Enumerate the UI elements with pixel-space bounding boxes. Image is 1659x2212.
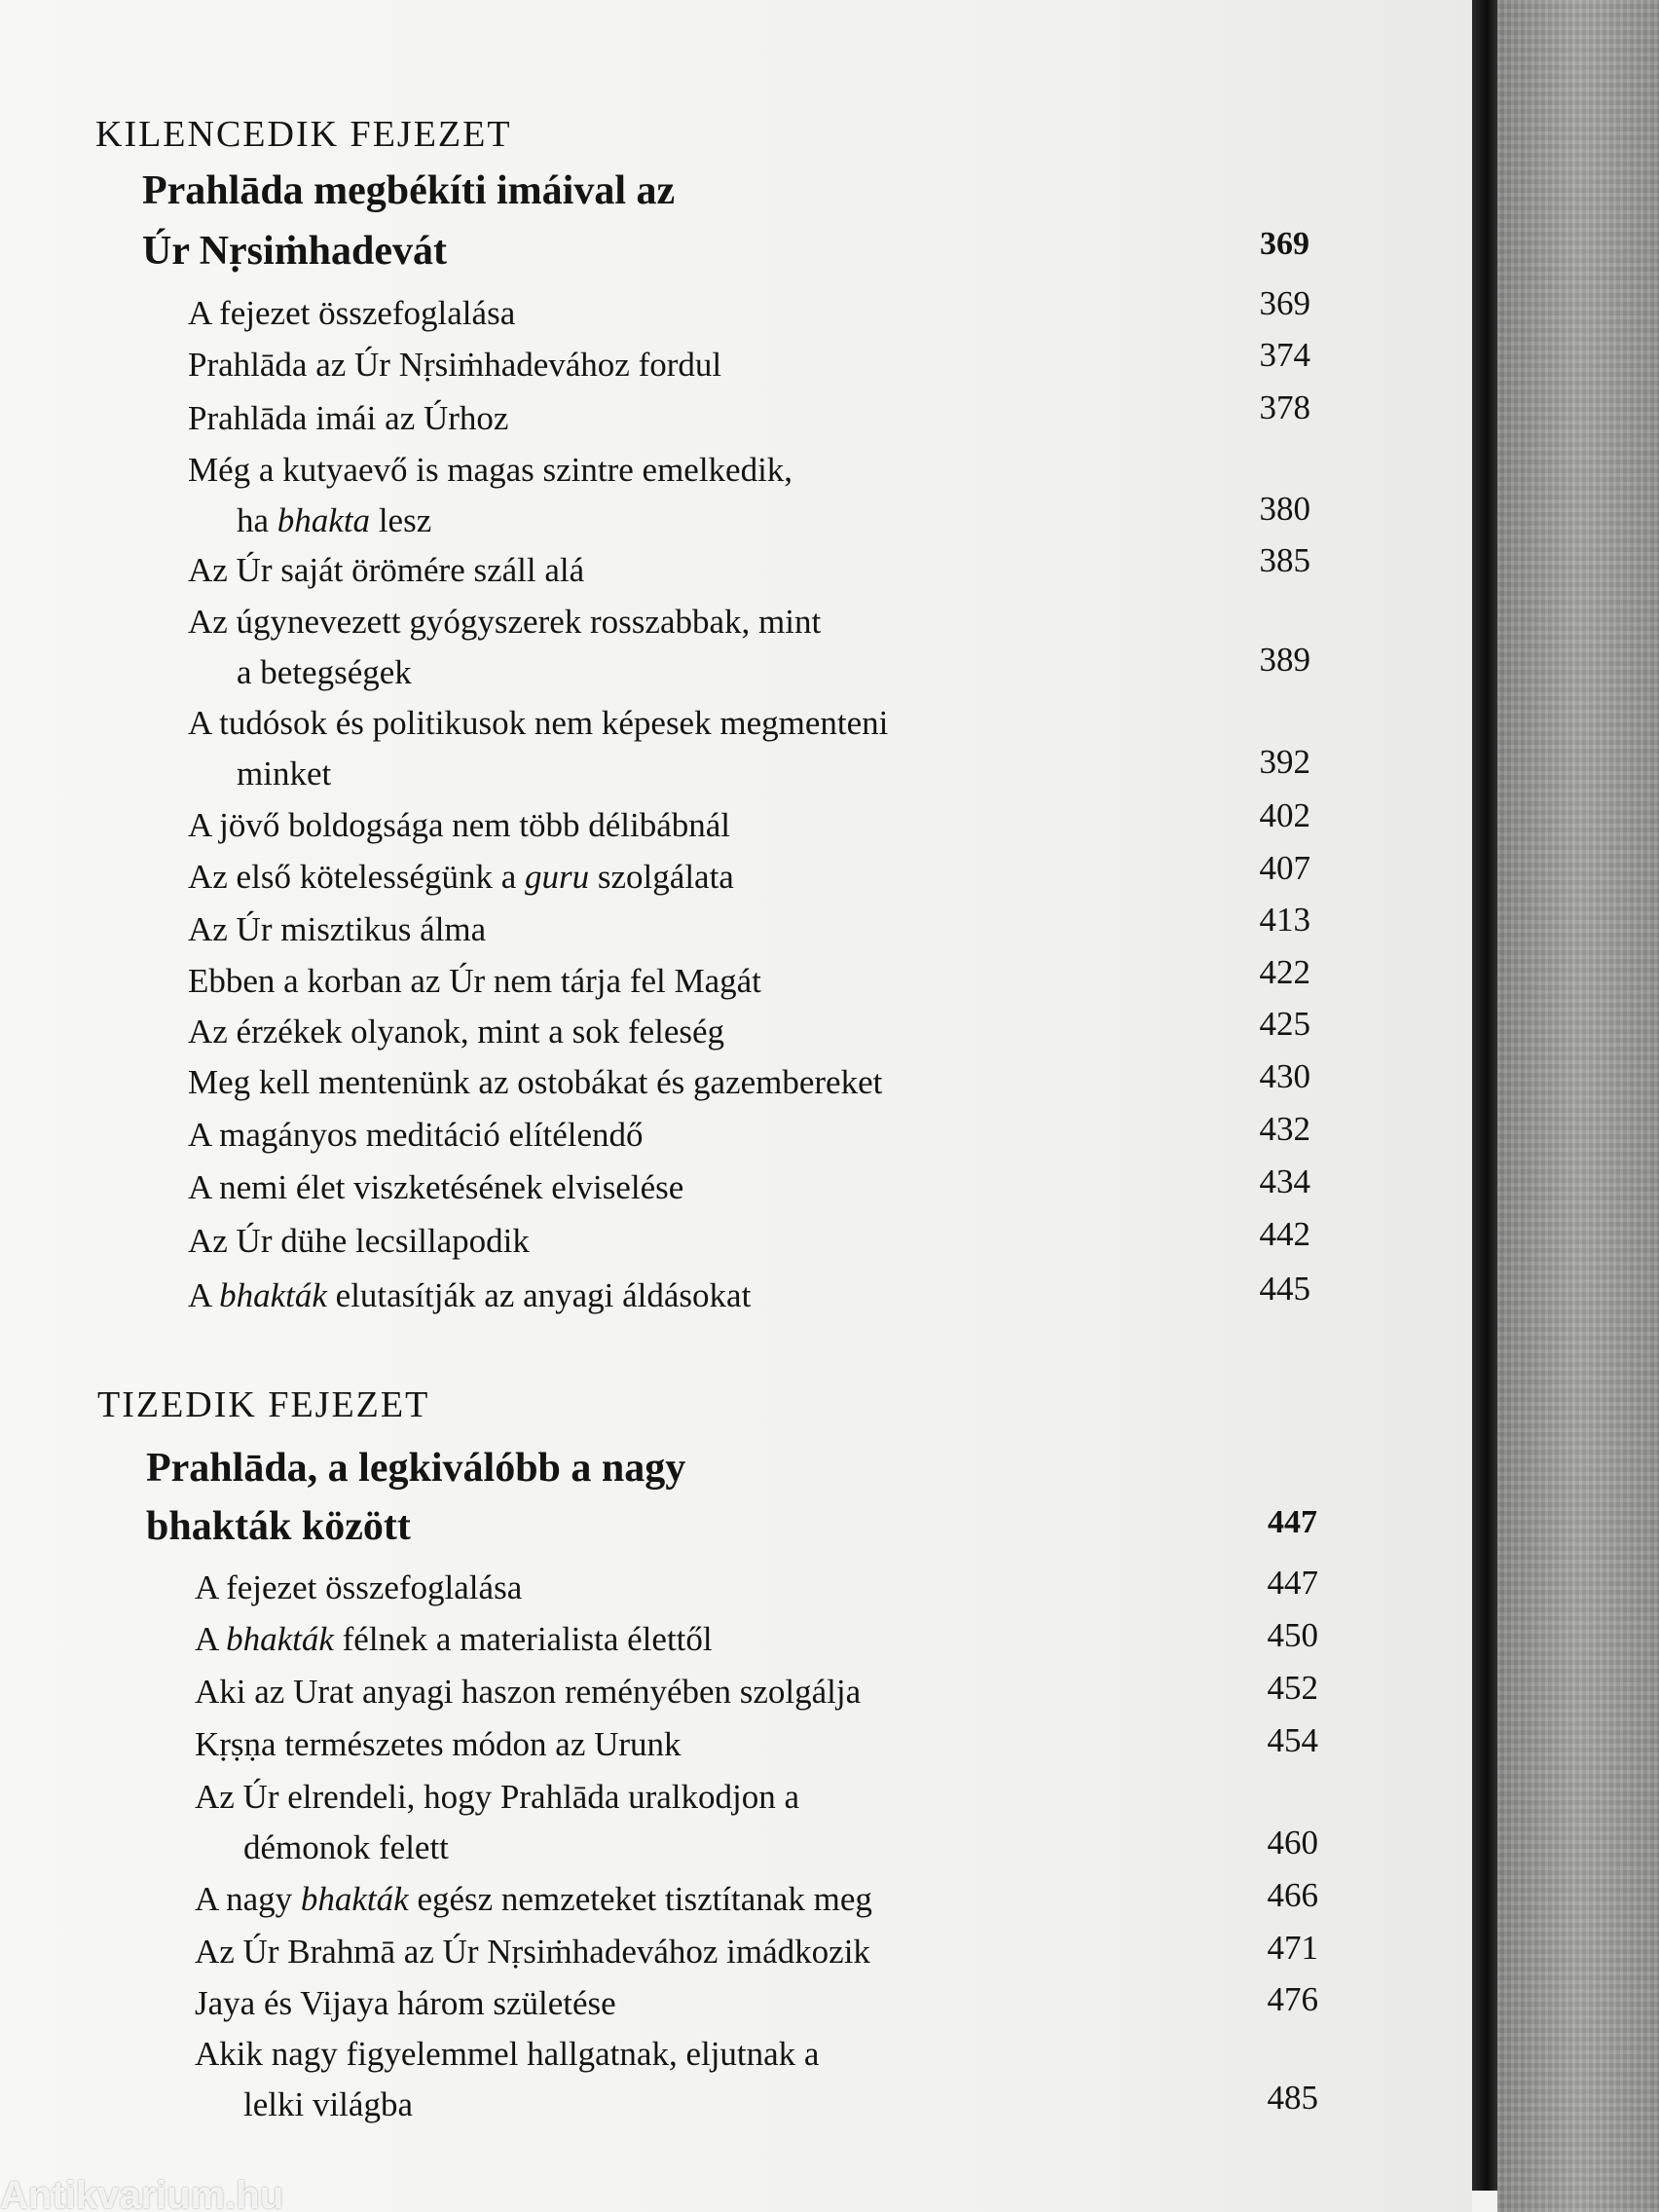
toc-entry-title: A bhakták elutasítják az anyagi áldásokat [188, 1276, 752, 1314]
toc-entry-page: 442 [1259, 1215, 1310, 1253]
toc-entry-line2: a betegségek [237, 653, 412, 691]
toc-entry-page: 402 [1259, 796, 1310, 834]
toc-entry-title: Jaya és Vijaya három születése [195, 1984, 616, 2022]
toc-entry-title: Az Úr dühe lecsillapodik [188, 1222, 530, 1260]
toc-entry-page: 389 [1259, 641, 1310, 679]
toc-entry-title: Meg kell mentenünk az ostobákat és gazembereket [188, 1063, 883, 1101]
toc-entry-line2: démonok felett [243, 1828, 449, 1866]
toc-entry-page: 466 [1267, 1876, 1318, 1914]
toc-entry-title: Kṛṣṇa természetes módon az Urunk [195, 1725, 682, 1763]
toc-entry-page: 447 [1267, 1564, 1318, 1602]
toc-entry-line1: Az úgynevezett gyógyszerek rosszabbak, mint [188, 603, 822, 641]
toc-entry-line2: minket [237, 755, 332, 793]
toc-entry-title: Az érzékek olyanok, mint a sok feleség [188, 1013, 725, 1051]
toc-entry-page: 413 [1259, 901, 1310, 939]
toc-entry-page: 460 [1267, 1824, 1318, 1862]
chapter-title-line2: Úr Nṛsiṁhadevát [142, 229, 448, 274]
toc-entry-page: 392 [1259, 743, 1310, 781]
toc-entry-title [195, 1772, 799, 1873]
book-cover-spine [1497, 0, 1659, 2212]
toc-entry-title: A fejezet összefoglalása [195, 1568, 523, 1606]
toc-entry-title: A nemi élet viszketésének elviselése [188, 1168, 684, 1206]
toc-entry-page: 374 [1259, 336, 1310, 374]
toc-entry-page: 471 [1267, 1929, 1318, 1967]
toc-entry-line1: A tudósok és politikusok nem képesek megmenteni [188, 704, 889, 742]
toc-entry-page: 369 [1259, 284, 1310, 322]
toc-entry-title [188, 445, 793, 546]
chapter-title-line2: bhakták között [146, 1504, 411, 1549]
chapter-title-line1: Prahlāda, a legkiválóbb a nagy [146, 1446, 686, 1491]
toc-entry-line1: Még a kutyaevő is magas szintre emelkedik, [188, 451, 793, 489]
toc-entry-title: A bhakták félnek a materialista élettől [195, 1620, 713, 1658]
toc-entry-title: Az első kötelességünk a guru szolgálata [188, 858, 734, 896]
toc-entry-page: 445 [1259, 1270, 1310, 1308]
toc-entry-page: 434 [1259, 1162, 1310, 1200]
toc-entry-title [195, 2029, 819, 2130]
toc-entry-page: 380 [1259, 490, 1310, 528]
toc-entry-page: 432 [1259, 1110, 1310, 1148]
toc-entry-title: Az Úr saját örömére száll alá [188, 551, 585, 589]
toc-entry-line2: ha bhakta lesz [237, 501, 432, 539]
toc-entry-title: A nagy bhakták egész nemzeteket tisztítanak meg [195, 1880, 872, 1918]
chapter-title-page-number: 447 [1268, 1504, 1317, 1540]
toc-entry-page: 425 [1259, 1005, 1310, 1043]
toc-entry-title: A fejezet összefoglalása [188, 294, 516, 332]
toc-entry-title: A jövő boldogsága nem több délibábnál [188, 806, 730, 844]
toc-entry-title: Ebben a korban az Úr nem tárja fel Magát [188, 962, 761, 1000]
toc-entry-page: 385 [1259, 541, 1310, 579]
toc-entry-line1: Akik nagy figyelemmel hallgatnak, eljutnak a [195, 2035, 820, 2073]
toc-entry-page: 422 [1259, 953, 1310, 991]
toc-entry-title [188, 597, 821, 698]
toc-entry-title [188, 698, 888, 799]
watermark-text: Antikvarium.hu [0, 2179, 284, 2212]
toc-entry-title: Prahlāda imái az Úrhoz [188, 399, 509, 437]
chapter-label: KILENCEDIK FEJEZET [95, 114, 512, 155]
toc-entry-page: 476 [1267, 1980, 1318, 2018]
toc-entry-page: 454 [1267, 1721, 1318, 1759]
toc-entry-title: Prahlāda az Úr Nṛsiṁhadevához fordul [188, 346, 722, 384]
toc-entry-title: Aki az Urat anyagi haszon reményében szolgálja [195, 1673, 862, 1711]
toc-entry-title: Az Úr Brahmā az Úr Nṛsiṁhadevához imádkozik [195, 1933, 870, 1971]
toc-entry-page: 485 [1267, 2079, 1318, 2117]
toc-entry-page: 430 [1259, 1057, 1310, 1095]
chapter-label: TIZEDIK FEJEZET [97, 1384, 430, 1425]
toc-entry-line2: lelki világba [243, 2085, 413, 2123]
toc-entry-page: 407 [1259, 849, 1310, 887]
chapter-title-line1: Prahlāda megbékíti imáival az [142, 168, 676, 213]
toc-entry-page: 452 [1267, 1669, 1318, 1707]
toc-entry-page: 450 [1267, 1616, 1318, 1654]
toc-entry-page: 378 [1259, 388, 1310, 426]
page-edge-shadow [1472, 0, 1497, 2191]
toc-entry-line1: Az Úr elrendeli, hogy Prahlāda uralkodjon a [195, 1778, 800, 1816]
toc-entry-title: Az Úr misztikus álma [188, 910, 487, 948]
toc-entry-title: A magányos meditáció elítélendő [188, 1116, 644, 1154]
chapter-title-page-number: 369 [1260, 226, 1309, 262]
